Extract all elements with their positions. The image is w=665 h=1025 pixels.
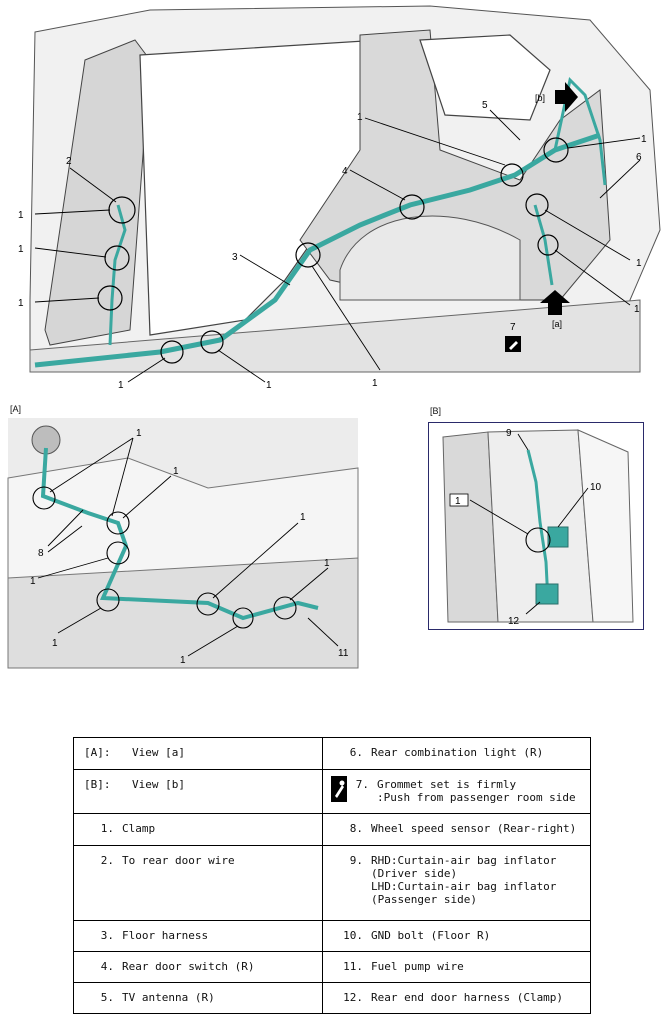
legend-number: 9. [349, 854, 363, 868]
gnd-bolt-connector [548, 527, 568, 547]
callout-4: 4 [342, 166, 348, 177]
legend-text: Floor harness [122, 928, 209, 942]
view-b-diagram [428, 422, 644, 630]
legend-number: 7. [355, 778, 369, 792]
callout-10: 10 [590, 482, 602, 493]
callout-1: 1 [641, 134, 647, 145]
legend-number: 3. [100, 928, 114, 942]
callout-1: 1 [30, 576, 36, 587]
legend-number: 5. [100, 990, 114, 1004]
legend-number: 1. [100, 822, 114, 836]
view-b-title: [B] [430, 406, 442, 416]
legend-text: Rear combination light (R) [371, 746, 544, 759]
rear-end-door-connector [536, 584, 558, 604]
legend-text: View [b] [132, 778, 185, 792]
legend-row [74, 951, 591, 982]
legend-row [74, 846, 591, 920]
view-a-title: [A] [10, 404, 22, 414]
legend-number: 4. [100, 959, 114, 973]
legend-number: 8. [349, 822, 363, 836]
legend-text: Clamp [122, 822, 156, 836]
callout-2: 2 [66, 156, 72, 167]
legend-number: 2. [100, 854, 114, 868]
callout-1: 1 [18, 210, 24, 221]
legend-number: [B]: [84, 778, 111, 792]
legend-text: TV antenna (R) [122, 990, 215, 1004]
callout-7: 7 [510, 322, 516, 333]
legend-text: View [a] [132, 746, 185, 759]
callout-1: 1 [324, 558, 330, 569]
view-a-diagram [8, 418, 358, 668]
grommet-push-icon [331, 776, 347, 802]
callout-3: 3 [232, 252, 238, 263]
callout-1: 1 [18, 244, 24, 255]
legend-number: 10. [343, 928, 363, 942]
view-a-tag: [a] [552, 319, 563, 329]
callout-1: 1 [634, 304, 640, 315]
callout-9: 9 [506, 428, 512, 439]
legend-row [74, 982, 591, 1013]
callout-1: 1 [455, 496, 461, 507]
legend-text: To rear door wire [122, 854, 235, 868]
callout-1: 1 [372, 378, 378, 389]
view-b-tag: [b] [535, 93, 546, 103]
view-a-floor-rail [8, 558, 358, 668]
legend-number: 11. [343, 959, 363, 973]
callout-1: 1 [52, 638, 58, 649]
legend-text: Rear end door harness (Clamp) [371, 990, 564, 1004]
callout-1: 1 [636, 258, 642, 269]
legend-text: Grommet set is firmly :Push from passenger room side [377, 778, 576, 805]
callout-6: 6 [636, 152, 642, 163]
main-harness-diagram [0, 0, 665, 391]
callout-5: 5 [482, 100, 488, 111]
callout-1: 1 [18, 298, 24, 309]
legend-row [74, 770, 591, 814]
callout-12: 12 [508, 616, 520, 627]
legend-text: RHD:Curtain-air bag inflator (Driver side) LHD:Curtain-air bag inflator (Passenger side) [371, 854, 557, 907]
callout-1: 1 [357, 112, 363, 123]
legend-text: Rear door switch (R) [122, 959, 255, 973]
callout-1: 1 [266, 380, 272, 391]
legend-text: Wheel speed sensor (Rear-right) [371, 822, 577, 836]
callout-1: 1 [180, 655, 186, 666]
callout-1: 1 [173, 466, 179, 477]
grommet-push-icon [505, 336, 521, 352]
legend-number: [A]: [84, 746, 111, 759]
callout-11: 11 [338, 648, 349, 659]
legend-row [74, 920, 591, 951]
callout-8: 8 [38, 548, 44, 559]
legend-table [73, 737, 591, 1014]
callout-1: 1 [118, 380, 124, 391]
callout-1: 1 [136, 428, 142, 439]
legend-row [74, 814, 591, 846]
legend-text: GND bolt (Floor R) [371, 928, 491, 942]
legend-text: Fuel pump wire [371, 959, 464, 973]
legend-row [74, 738, 591, 770]
callout-1: 1 [300, 512, 306, 523]
legend-number: 6. [349, 746, 363, 759]
legend-number: 12. [343, 990, 363, 1004]
